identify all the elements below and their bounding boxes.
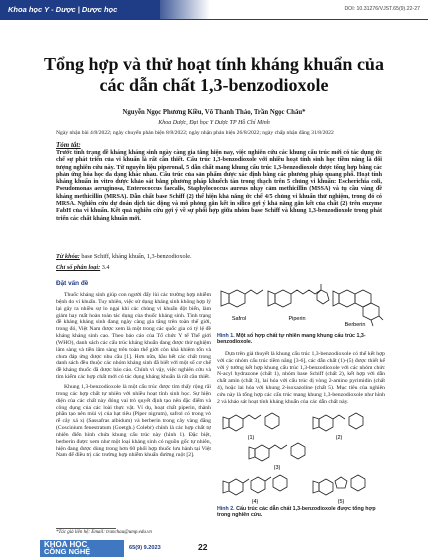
classification-value: 3.4 bbox=[101, 264, 110, 271]
figure-2-structures bbox=[217, 409, 385, 505]
article-authors: Nguyễn Ngọc Phương Kiều, Võ Thanh Thảo, Trần Ngọc Châu* bbox=[122, 109, 306, 116]
abstract-heading: Tóm tắt: bbox=[56, 141, 81, 149]
corresponding-author-footnote: *Tác giả liên hệ: Email: tranchau@ump.edu.vn bbox=[56, 530, 152, 535]
fig2-label-1: (1) bbox=[247, 434, 255, 441]
fig2-label-3: (3) bbox=[273, 464, 281, 471]
journal-header bbox=[0, 0, 428, 20]
figure-1-caption-label: Hình 1. bbox=[217, 333, 235, 339]
figure-1 bbox=[217, 280, 385, 346]
keywords bbox=[56, 253, 382, 260]
left-column bbox=[56, 280, 211, 462]
figure-2-caption-text: Cấu trúc các dẫn chất 1,3-benzodioxole được tổng hợp trong nghiên cứu. bbox=[217, 505, 376, 518]
fig2-label-5: (5) bbox=[337, 498, 345, 505]
fig1-label-berberin: Berberin bbox=[344, 322, 366, 328]
intro-paragraph-1: Thuốc kháng sinh giúp con người đẩy lùi các trường hợp nhiễm bệnh do vi khuẩn. Tuy nhiên, việc sử dụng kháng sinh không hợp lý lại gây ra nhiều sự lo ngại khi các chủng vi khuẩn đột biến, làm giảm hay mất hoàn toàn tác dụng của thuốc kháng sinh. Tình trạng đề kháng kháng sinh đang ngày càng gia tăng trên toàn thế giới, trong đó, Việt Nam được xem là một trong các quốc gia có tỷ lệ đề kháng kháng sinh cao. Theo báo cáo của Tổ chức Y tế Thế giới (WHO), danh sách các cấu trúc kháng khuẩn đang được thử nghiệm lâm sàng và tiền lâm sàng trên toàn thế giới còn khá khiêm tốn và chưa đáp ứng được nhu cầu [1]. Hơn nữa, hầu hết các chất trong danh sách đều thuộc các nhóm kháng sinh đã biết với một số cơ chế đề kháng thuốc đã được báo cáo. Chính vì vậy, việc nghiên cứu và tìm kiếm các hợp chất mới có tác dụng kháng khuẩn là rất cần thiết. bbox=[56, 292, 211, 381]
fig1-label-piperin: Piperin bbox=[288, 316, 306, 322]
keywords-label: Từ khóa: bbox=[56, 253, 80, 260]
issue-label: 65(9) 9.2023 bbox=[129, 545, 161, 551]
right-paragraph: Dựa trên giả thuyết là khung cấu trúc 1,3-benzodioxole có thể kết hợp với các nhóm cấu trúc tiềm năng [3-6], các dẫn chất (1)-(5) được thiết kế với ý tưởng kết hợp khung cấu trúc 1,3-benzodioxole với các nhóm chức N-acyl hydrazone (chất 1), nhóm base Schiff (chất 2), kết hợp với dẫn chất amin (chất 3), lai hóa với cấu trúc dị vòng 2-amino pyrimidin (chất 4), hoặc lai hóa với khung 2-isoxazoline (chất 5). Mục tiêu của nghiên cứu này là tổng hợp các cấu trúc mang khung 1,3-benzodioxole như hình 2 và khảo sát hoạt tính kháng khuẩn của các dẫn chất này. bbox=[217, 350, 385, 405]
figure-1-structures bbox=[217, 280, 385, 332]
figure-2-caption bbox=[217, 506, 385, 519]
intro-paragraph-2: Khung 1,3-benzodioxole là một cấu trúc được tìm thấy rộng rãi trong các hợp chất tự nhiên với nhiều hoạt tính sinh học. Sự hiện diện của các chất này đóng vai trò quyết định tạo nên đặc điểm và công dụng của các loài thực vật. Ví dụ, hoạt chất piperin, thành phần tạo nên mùi vị của hạt tiêu (Piper nigrum), safrol có trong vỏ rễ cây xá xị (Sassafras albidum) và berberin trong cây vàng đắng (Coscinium fenestratum (Goetgh.) Colebr) chính là các hợp chất tự nhiên điển hình chứa khung cấu trúc này (hình 1). Đặc biệt, berberin được xem như một loại kháng sinh có nguồn gốc tự nhiên, hiện đang được dùng trong hơn 60 phối hợp thuốc lưu hành tại Việt Nam để điều trị các trường hợp nhiễm khuẩn đường ruột [2]. bbox=[56, 383, 211, 459]
section-label: Khoa học Y - Dược | Dược học bbox=[8, 5, 118, 14]
article-dates: Ngày nhận bài 4/8/2022; ngày chuyển phản biện 8/8/2022; ngày nhận phản biện 26/8/2022; ngày chấp nhận đăng 31/8/2022 bbox=[56, 130, 334, 136]
footnote-rule bbox=[56, 528, 116, 529]
figure-2-caption-label: Hình 2. bbox=[217, 505, 235, 512]
classification-label: Chỉ số phân loại: bbox=[56, 264, 101, 271]
article-affiliation: Khoa Dược, Đại học Y Dược TP Hồ Chí Minh bbox=[158, 120, 270, 126]
journal-logo-line-1: KHOA HỌC bbox=[44, 540, 88, 549]
header-rule bbox=[0, 19, 428, 20]
abstract-text: Trước tình trạng đề kháng kháng sinh ngày càng gia tăng hiện nay, việc nghiên cứu các khung cấu trúc mới có tác dụng ức chế sự phát triển của vi khuẩn là rất cần thiết. Cấu trúc 1,3-benzodioxole với nhiều hoạt tính sinh học tiềm năng là đối tượng nghiên cứu này. Từ nguyên liệu piperonal, 5 dẫn chất mang khung cấu trúc 1,3-benzodioxole được tổng hợp bằng các phản ứng hóa học đa dạng khác nhau. Cấu trúc của sản phẩm được xác định bằng các phương pháp quang phổ. Hoạt tính kháng khuẩn in vitro được khảo sát bằng phương pháp khuếch tán trong thạch trên 5 chủng vi khuẩn: Escherichia coli, Pseudomonas aeruginosa, Enterococcus faecalis, Staphylococcus aureus nhạy cảm methicillin (MSSA) và tụ cầu vàng đề kháng methicillin (MRSA). Dẫn chất base Schiff (2) thể hiện khả năng ức chế 4/5 chủng vi khuẩn thử nghiệm, trong đó có MRSA. Nghiên cứu dự đoán dịch tác động và mô phỏng gắn kết in silico gợi ý khả năng gắn kết của chất (2) trên enzyme FabH của vi khuẩn. Kết quả nghiên cứu gợi ý về sự phối hợp giữa nhóm base Schiff và khung 1,3-benzodioxole trong phát triển các chất kháng khuẩn mới. bbox=[56, 150, 382, 222]
journal-footer bbox=[0, 540, 428, 557]
figure-1-caption bbox=[217, 333, 385, 346]
intro-heading: Đặt vấn đề bbox=[56, 280, 89, 287]
article-title: Tổng hợp và thử hoạt tính kháng khuẩn của các dẫn chất 1,3-benzodioxole bbox=[44, 54, 384, 95]
figure-2 bbox=[217, 409, 385, 519]
fig2-label-2: (2) bbox=[335, 434, 343, 441]
page-number: 22 bbox=[198, 542, 208, 552]
fig2-label-4: (4) bbox=[251, 498, 259, 505]
doi-label[interactable]: DOI: 10.31276/VJST.65(9).22-27 bbox=[344, 6, 420, 12]
journal-logo-line-2: CÔNG NGHỆ bbox=[44, 547, 91, 556]
keywords-text: base Schiff, kháng khuẩn, 1,3-benzodioxole. bbox=[81, 253, 192, 260]
right-column bbox=[217, 280, 385, 518]
fig1-label-safrol: Safrol bbox=[231, 316, 247, 322]
figure-1-caption-text: Một số hợp chất tự nhiên mang khung cấu trúc 1,3-benzodioxole. bbox=[217, 333, 366, 346]
classification bbox=[56, 264, 382, 271]
